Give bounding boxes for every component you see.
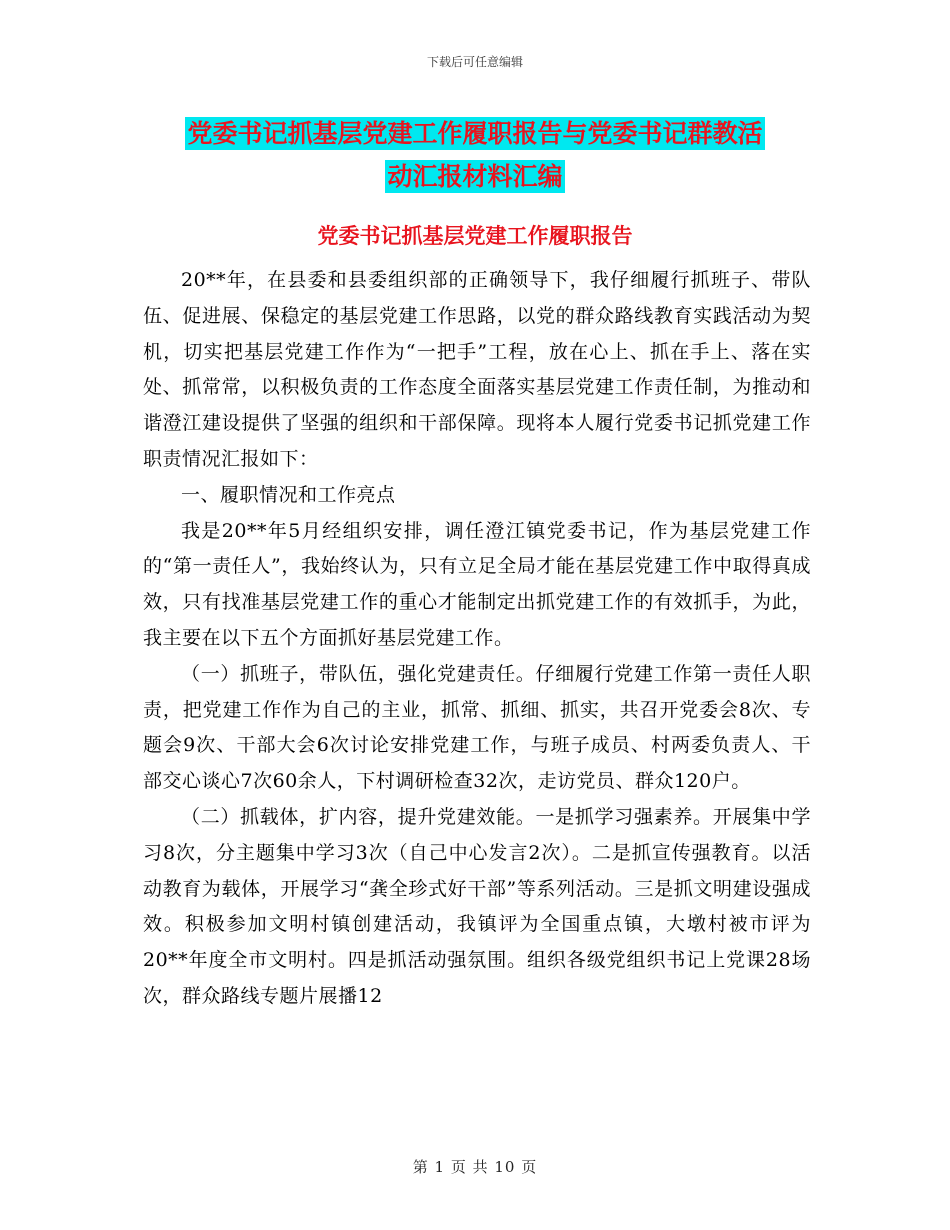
paragraph: （一）抓班子，带队伍，强化党建责任。仔细履行党建工作第一责任人职责，把党建工作作为自己的主业，抓常、抓细、抓实，共召开党委会8次、专题会9次、干部大会6次讨论安排党建工作，与班子成员、村两委负责人、干部交心谈心7次60余人，下村调研检查32次，走访党员、群众120户。 — [143, 662, 811, 793]
paragraph: 我是20**年5月经组织安排，调任澄江镇党委书记，作为基层党建工作的“第一责任人”，我始终认为，只有立足全局才能在基层党建工作中取得真成效，只有找准基层党建工作的重心才能制定出抓党建工作的有效抓手，为此，我主要在以下五个方面抓好基层党建工作。 — [143, 519, 811, 649]
document-body — [143, 263, 811, 1015]
heading-paragraph: 一、履职情况和工作亮点 — [181, 483, 396, 506]
document-title-line-1: 党委书记抓基层党建工作履职报告与党委书记群教活 — [187, 119, 763, 148]
header-note: 下载后可任意编辑 — [426, 55, 523, 69]
paragraph: 20**年，在县委和县委组织部的正确领导下，我仔细履行抓班子、带队伍、促进展、保稳定的基层党建工作思路，以党的群众路线教育实践活动为契机，切实把基层党建工作作为“一把手”工程，放在心上、抓在手上、落在实处、抓常常，以积极负责的工作态度全面落实基层党建工作责任制，为推动和谐澄江建设提供了坚强的组织和干部保障。现将本人履行党委书记抓党建工作职责情况汇报如下： — [143, 269, 811, 470]
document-title-line-2: 动汇报材料汇编 — [387, 162, 563, 191]
page-number-footer: 第 1 页 共 10 页 — [412, 1158, 538, 1176]
document-title — [140, 112, 810, 198]
paragraph: （二）抓载体，扩内容，提升党建效能。一是抓学习强素养。开展集中学习8次，分主题集中学习3次（自己中心发言2次）。二是抓宣传强教育。以活动教育为载体，开展学习“龚全珍式好干部”等系列活动。三是抓文明建设强成效。积极参加文明村镇创建活动，我镇评为全国重点镇，大墩村被市评为20**年度全市文明村。四是抓活动强氛围。组织各级党组织书记上党课28场次，群众路线专题片展播12 — [143, 805, 811, 1007]
section-title: 党委书记抓基层党建工作履职报告 — [317, 223, 633, 248]
